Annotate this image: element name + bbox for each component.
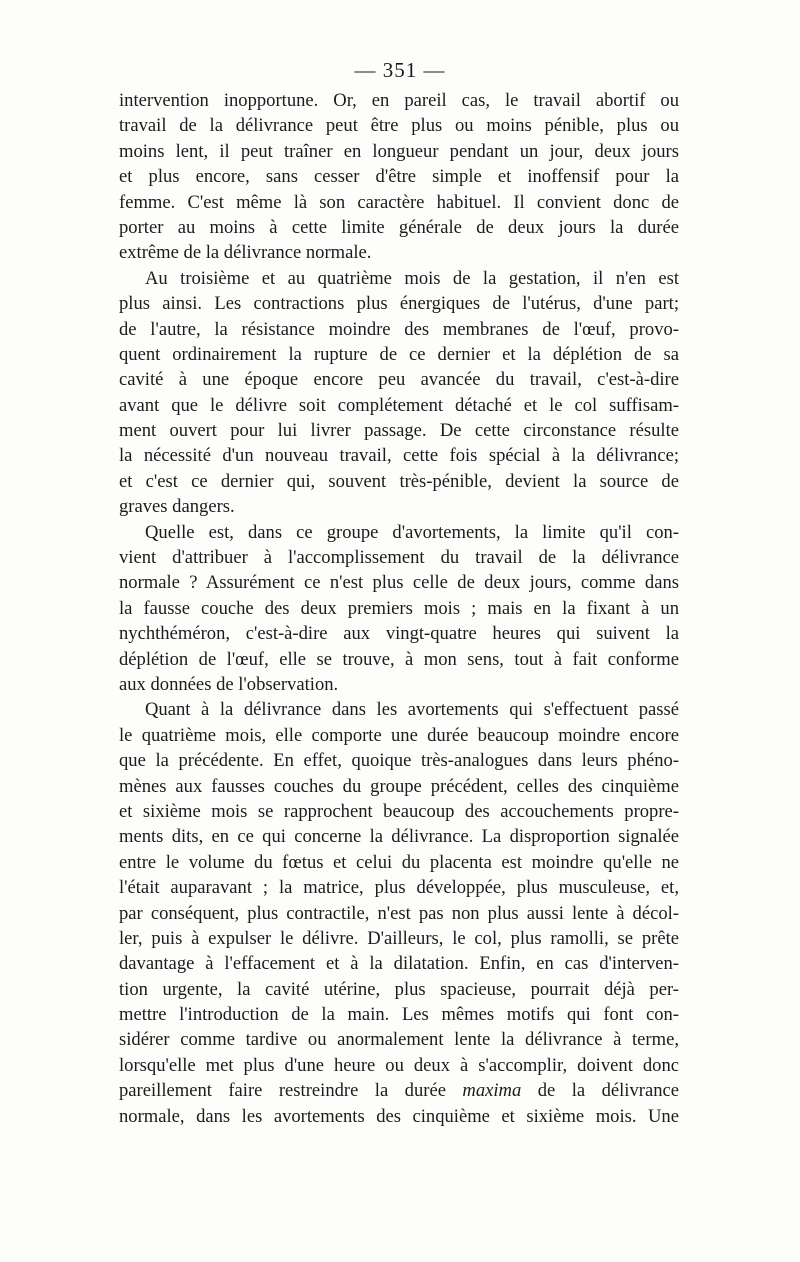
page-number: — 351 — (354, 58, 446, 82)
paragraph-3 (119, 520, 679, 698)
paragraph-2 (119, 266, 679, 520)
text-line: la nécessité d'un nouveau travail, cette fois spécial à la délivrance; (119, 445, 679, 467)
text-line: travail de la délivrance peut être plus ou moins pénible, plus ou (119, 115, 679, 137)
text-line: normale, dans les avortements des cinquième et sixième mois. Une (119, 1105, 679, 1127)
text-line: avant que le délivre soit complétement détaché et le col suffisam- (119, 394, 679, 416)
text-line: le quatrième mois, elle comporte une durée beaucoup moindre encore (119, 724, 679, 746)
text-line: nychthéméron, c'est-à-dire aux vingt-quatre heures qui suivent la (119, 623, 679, 645)
text-line: davantage à l'effacement et à la dilatation. Enfin, en cas d'interven- (119, 953, 679, 975)
text-line: ments dits, en ce qui concerne la délivrance. La disproportion signalée (119, 826, 679, 848)
text-line: l'était auparavant ; la matrice, plus développée, plus musculeuse, et, (119, 877, 679, 899)
text-line: déplétion de l'œuf, elle se trouve, à mon sens, tout à fait conforme (119, 648, 679, 670)
text-line: moins lent, il peut traîner en longueur pendant un jour, deux jours (119, 140, 679, 162)
text-line: normale ? Assurément ce n'est plus celle de deux jours, comme dans (119, 572, 679, 594)
text-line: quent ordinairement la rupture de ce dernier et la déplétion de sa (119, 343, 679, 365)
text-line: extrême de la délivrance normale. (119, 242, 372, 264)
text-line: plus ainsi. Les contractions plus énergiques de l'utérus, d'une part; (119, 293, 679, 315)
text-line: mènes aux fausses couches du groupe précédent, celles des cinquième (119, 775, 679, 797)
text-line: mettre l'introduction de la main. Les mêmes motifs qui font con- (119, 1004, 679, 1026)
text-line: porter au moins à cette limite générale de deux jours la durée (119, 216, 679, 238)
text-line: que la précédente. En effet, quoique très-analogues dans leurs phéno- (119, 750, 679, 772)
text-line: la fausse couche des deux premiers mois ; mais en la fixant à un (119, 597, 679, 619)
text-line: entre le volume du fœtus et celui du placenta est moindre qu'elle ne (119, 851, 679, 873)
text-line: intervention inopportune. Or, en pareil cas, le travail abortif ou (119, 90, 679, 111)
text-line: pareillement faire restreindre la durée maxima de la délivrance (119, 1080, 679, 1102)
text-line: femme. C'est même là son caractère habituel. Il convient donc de (119, 191, 679, 213)
text-line: par conséquent, plus contractile, n'est pas non plus aussi lente à décol- (119, 902, 679, 924)
text-line: et plus encore, sans cesser d'être simple et inoffensif pour la (119, 166, 679, 188)
text-line: et c'est ce dernier qui, souvent très-pénible, devient la source de (119, 470, 679, 492)
text-line: ment ouvert pour lui livrer passage. De cette circonstance résulte (119, 420, 679, 442)
paragraph-1 (119, 88, 679, 266)
text-line: et sixième mois se rapprochent beaucoup des accouchements propre- (119, 800, 679, 822)
text-line: ler, puis à expulser le délivre. D'ailleurs, le col, plus ramolli, se prête (119, 927, 679, 949)
italic-term: maxima (462, 1080, 522, 1102)
text-line: cavité à une époque encore peu avancée du travail, c'est-à-dire (119, 369, 679, 391)
text-line: graves dangers. (119, 496, 235, 518)
text-line: Au troisième et au quatrième mois de la gestation, il n'en est (145, 267, 679, 289)
paragraph-4 (119, 697, 679, 1129)
body-text (119, 88, 679, 1129)
text-line: sidérer comme tardive ou anormalement lente la délivrance à terme, (119, 1029, 679, 1051)
text-line: lorsqu'elle met plus d'une heure ou deux à s'accomplir, doivent donc (119, 1054, 679, 1076)
text-line: aux données de l'observation. (119, 673, 339, 695)
text-line: de l'autre, la résistance moindre des membranes de l'œuf, provo- (119, 318, 679, 340)
text-line: vient d'attribuer à l'accomplissement du travail de la délivrance (119, 547, 679, 569)
text-line: Quelle est, dans ce groupe d'avortements, la limite qu'il con- (145, 521, 679, 543)
text-line: Quant à la délivrance dans les avortements qui s'effectuent passé (145, 699, 679, 721)
text-line: tion urgente, la cavité utérine, plus spacieuse, pourrait déjà per- (119, 978, 679, 1000)
